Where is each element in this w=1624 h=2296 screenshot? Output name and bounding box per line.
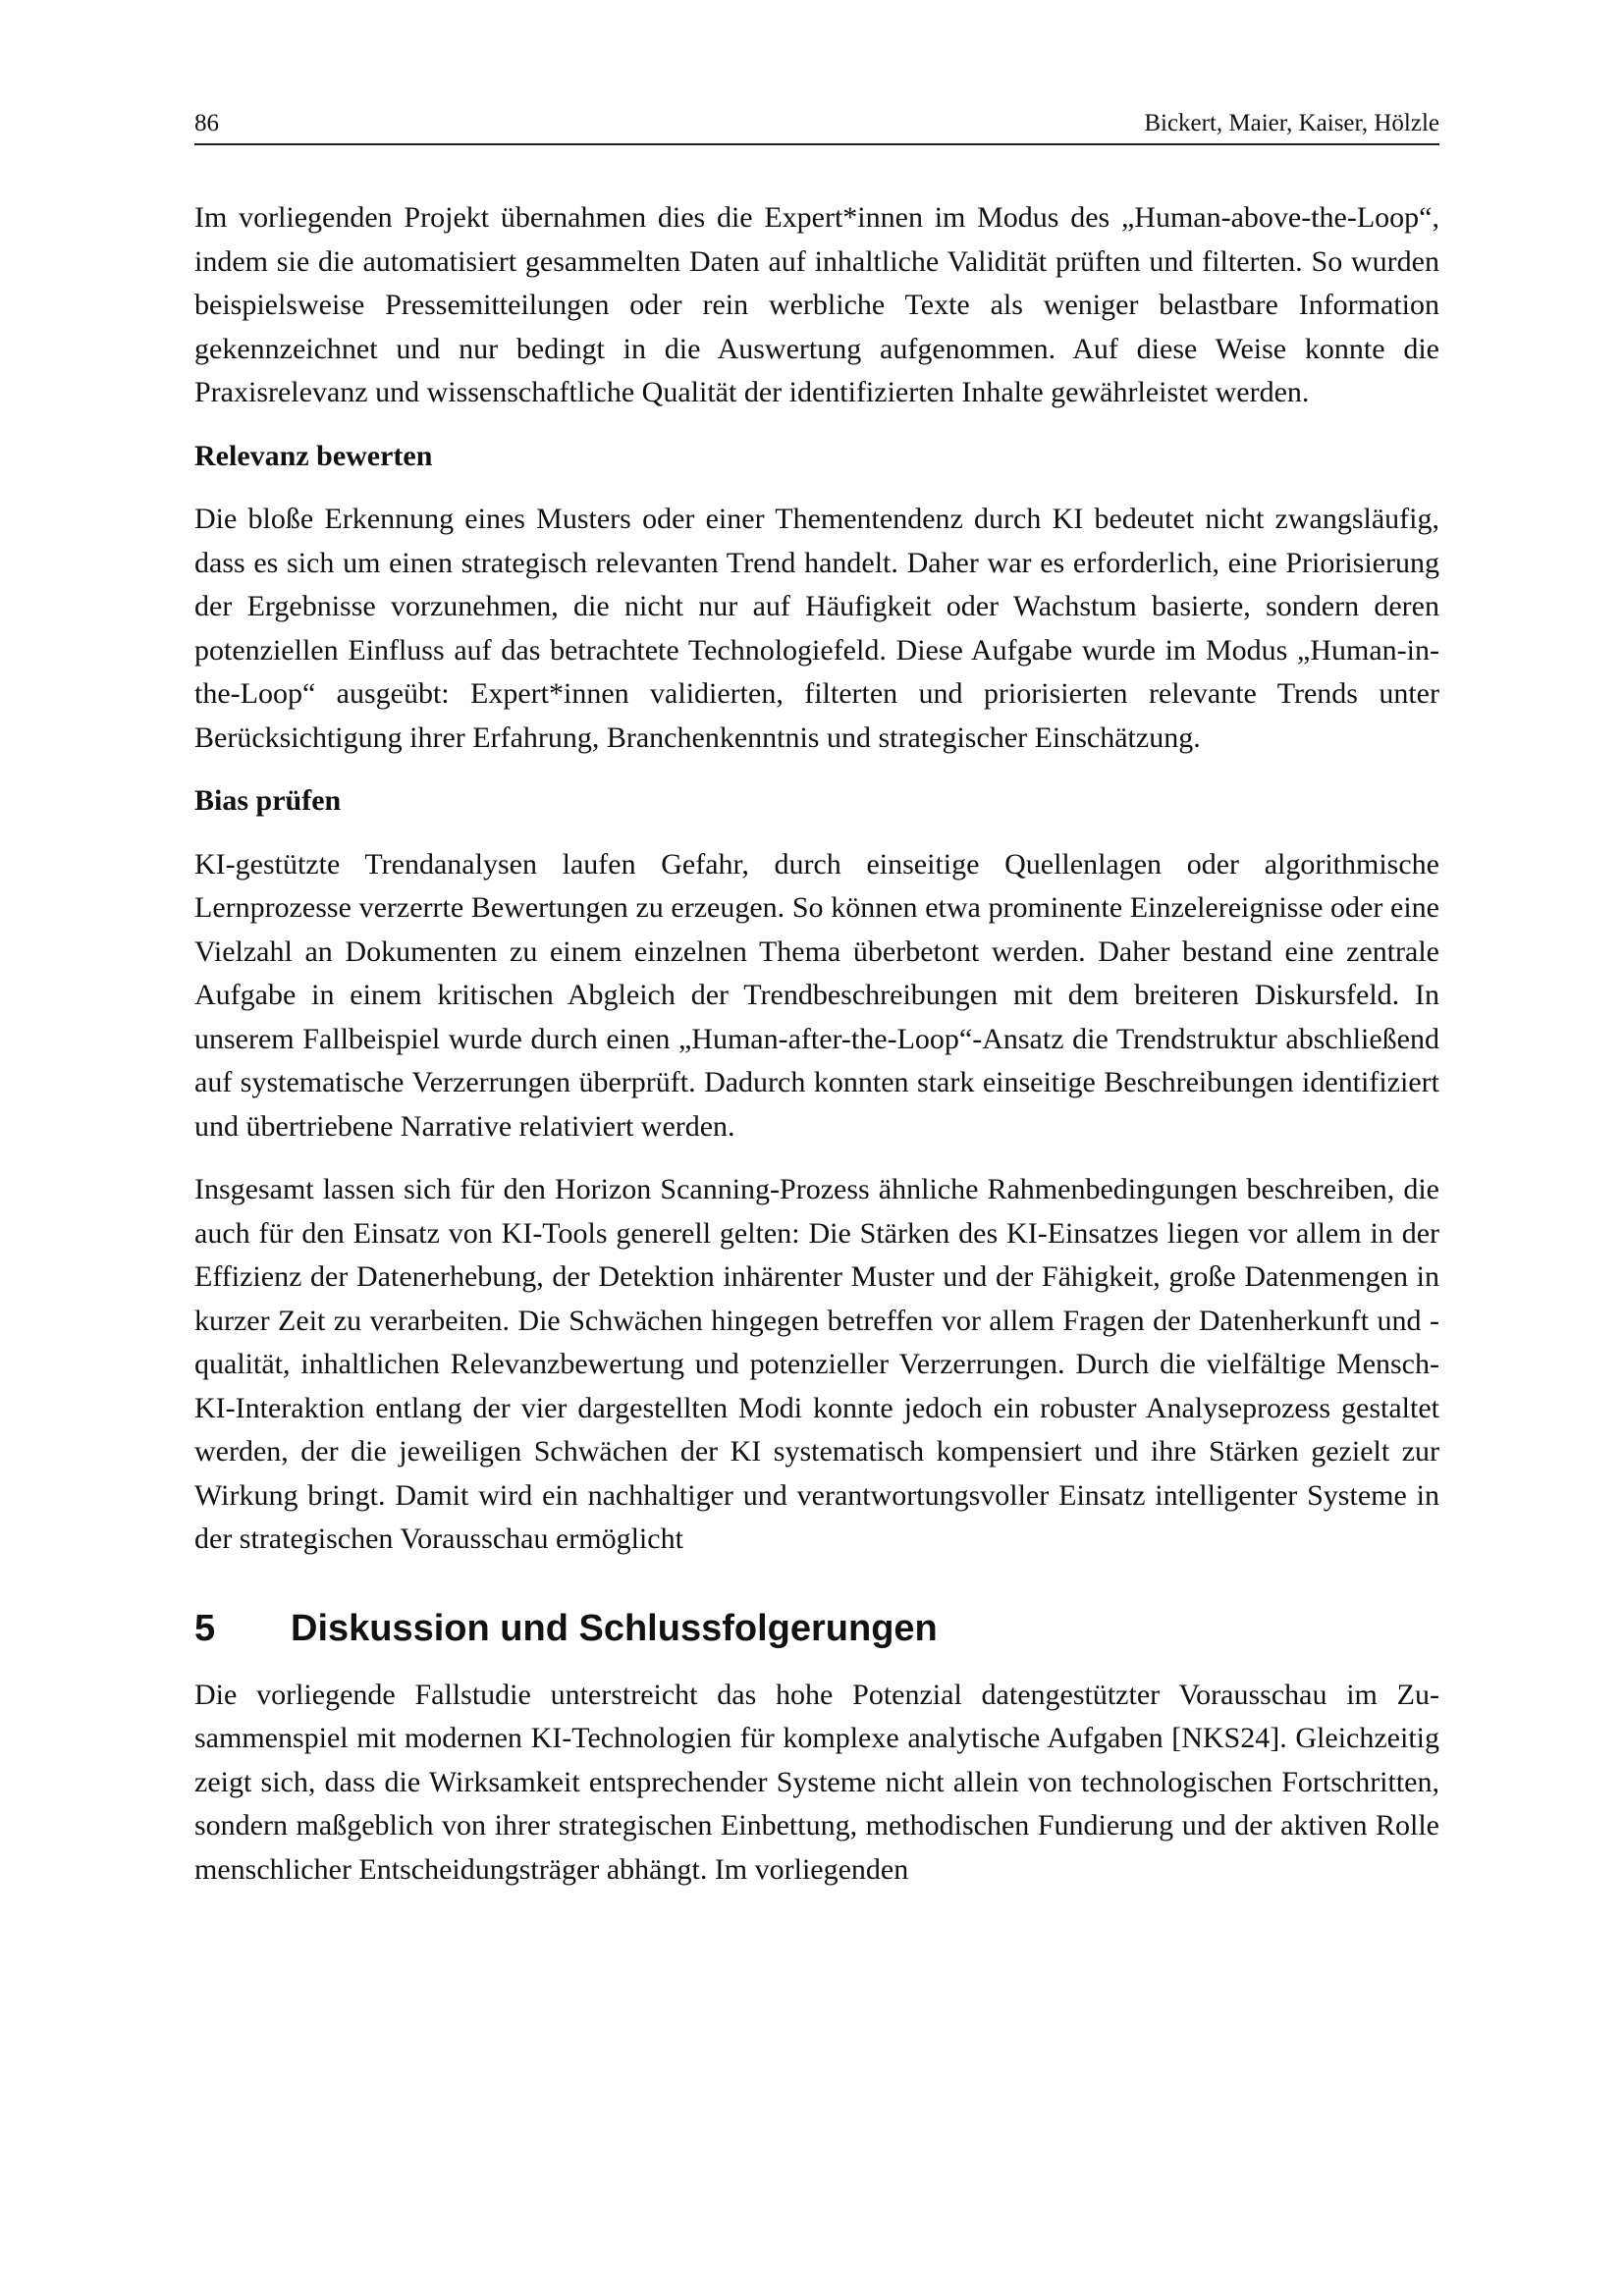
section-number: 5 xyxy=(194,1607,216,1649)
paragraph-bias: KI-gestützte Trendanalysen laufen Gefahr, durch einseitige Quellenlagen oder algorithmische Lernprozesse verzerrte Bewertungen zu erzeugen. So können etwa prominente Einzelereignisse oder eine Vielzahl an Dokumenten zu einem einzelnen Thema überbetont werden. Daher bestand eine zentrale Aufgabe in einem kritischen Abgleich der Trendbeschreibungen mit dem breiteren Diskursfeld. In unserem Fallbeispiel wurde durch einen „Human-after-the-Loop“-Ansatz die Trendstruktur abschließend auf systematische Verzerrungen überprüft. Dadurch konnten stark einseitige Beschreibungen identifiziert und übertriebene Narrative relativiert werden. xyxy=(194,847,1439,1143)
running-header xyxy=(194,108,1439,145)
paragraph-relevanz: Die bloße Erkennung eines Musters oder einer Thementendenz durch KI bedeutet nicht zwangsläufig, dass es sich um einen strategisch relevanten Trend handelt. Daher war es erforderlich, eine Priorisierung der Ergebnisse vorzunehmen, die nicht nur auf Häufigkeit oder Wachstum basierte, sondern deren potenziellen Einfluss auf das betrachtete Technologiefeld. Diese Aufgabe wurde im Modus „Human-in-the-Loop“ ausgeübt: Expert*innen validierten, filterten und priorisierten relevante Trends unter Berücksichtigung ihrer Erfahrung, Branchenkenntnis und strategischer Einschätzung. xyxy=(194,503,1439,754)
subheading-bias-pruefen: Bias prüfen xyxy=(194,784,342,817)
page-number: 86 xyxy=(194,110,219,136)
section-heading xyxy=(194,1605,1439,1652)
paragraph-fallstudie: Die vorliegende Fallstudie unterstreicht das hohe Potenzial datengestützter Vorausschau im Zusammenspiel mit modernen KI-Technologien für komplexe analytische Aufgaben [NKS24]. Gleichzeitig zeigt sich, dass die Wirksamkeit entsprechender Systeme nicht allein von technologischen Fortschritten, sondern maßgeblich von ihrer strategischen Einbettung, methodischen Fundierung und der aktiven Rolle menschlicher Entscheidungsträger abhängt. Im vorliegenden xyxy=(194,1678,1439,1886)
body-text xyxy=(194,196,1439,1911)
paragraph-insgesamt: Insgesamt lassen sich für den Horizon Scanning-Prozess ähnliche Rahmenbedingungen beschreiben, die auch für den Einsatz von KI-Tools generell gelten: Die Stärken des KI-Einsatzes liegen vor allem in der Effizienz der Datenerhebung, der Detektion inhärenter Muster und der Fähigkeit, große Datenmengen in kurzer Zeit zu verarbeiten. Die Schwächen hingegen betreffen vor allem Fragen der Datenherkunft und -qualität, inhaltlichen Relevanzbewertung und potenzieller Verzerrungen. Durch die vielfältige Mensch-KI-Interaktion entlang der vier dargestellten Modi konnte jedoch ein robuster Analyseprozess gestaltet werden, der die jeweiligen Schwächen der KI systematisch kompensiert und ihre Stärken gezielt zur Wirkung bringt. Damit wird ein nachhaltiger und verantwortungsvoller Einsatz intelligenter Systeme in der strategischen Vorausschau ermöglicht xyxy=(194,1173,1439,1555)
running-header-authors: Bickert, Maier, Kaiser, Hölzle xyxy=(1144,110,1439,136)
subheading-relevanz-bewerten: Relevanz bewerten xyxy=(194,439,433,472)
section-title: Diskussion und Schlussfolgerungen xyxy=(291,1607,938,1649)
paragraph-human-above-the-loop: Im vorliegenden Projekt übernahmen dies die Expert*innen im Modus des „Human-above-the-Loop“, indem sie die automatisiert gesammelten Daten auf inhaltliche Validität prüften und filterten. So wurden beispielsweise Pressemitteilungen oder rein werbliche Texte als weniger belastbare Information gekennzeichnet und nur bedingt in die Auswertung aufgenommen. Auf diese Weise konnte die Praxisrelevanz und wissenschaftliche Qualität der identifizierten Inhalte gewährleistet werden. xyxy=(194,201,1439,408)
